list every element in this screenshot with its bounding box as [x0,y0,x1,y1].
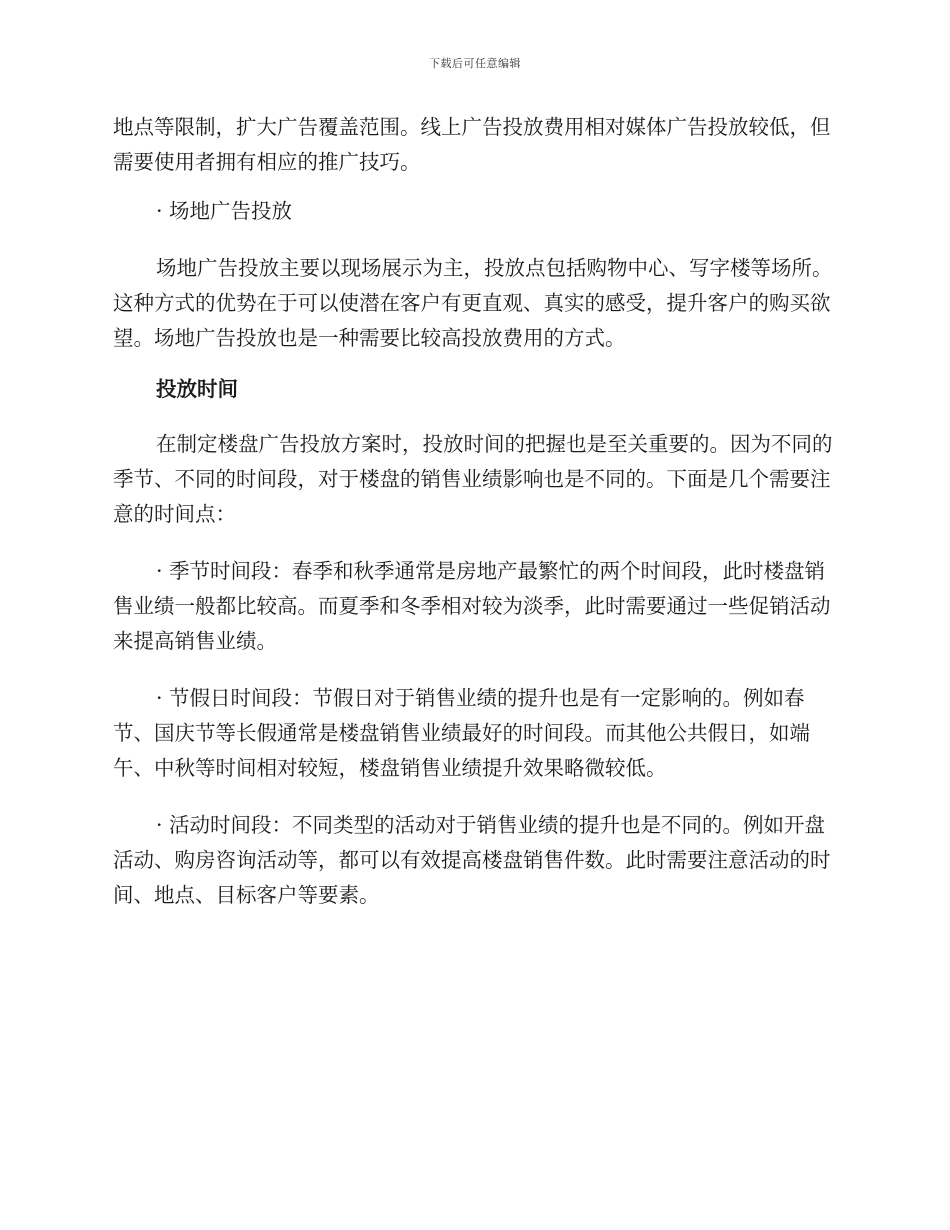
bullet-season-period: · 季节时间段：春季和秋季通常是房地产最繁忙的两个时间段，此时楼盘销售业绩一般都比较高。而夏季和冬季相对较为淡季，此时需要通过一些促销活动来提高销售业绩。 [113,559,831,653]
paragraph-venue-ads: 场地广告投放主要以现场展示为主，投放点包括购物中心、写字楼等场所。这种方式的优势在于可以使潜在客户有更直观、真实的感受，提升客户的购买欲望。场地广告投放也是一种需要比较高投放费用的方式。 [113,256,833,350]
bullet-event-period: · 活动时间段：不同类型的活动对于销售业绩的提升也是不同的。例如开盘活动、购房咨询活动等，都可以有效提高楼盘销售件数。此时需要注意活动的时间、地点、目标客户等要素。 [113,813,831,907]
paragraph-timing-intro: 在制定楼盘广告投放方案时，投放时间的把握也是至关重要的。因为不同的季节、不同的时间段，对于楼盘的销售业绩影响也是不同的。下面是几个需要注意的时间点： [113,432,833,526]
paragraph-online-ads-continued: 地点等限制，扩大广告覆盖范围。线上广告投放费用相对媒体广告投放较低，但需要使用者拥有相应的推广技巧。 [113,115,831,174]
document-body [113,110,835,931]
bullet-holiday-period: · 节假日时间段：节假日对于销售业绩的提升也是有一定影响的。例如春节、国庆节等长假通常是楼盘销售业绩最好的时间段。而其他公共假日，如端午、中秋等时间相对较短，楼盘销售业绩提升效果略微较低。 [113,686,810,780]
section-heading-timing: 投放时间 [156,377,238,401]
page-header: 下载后可任意编辑 [429,57,521,70]
bullet-venue-ads: · 场地广告投放 [156,199,293,223]
